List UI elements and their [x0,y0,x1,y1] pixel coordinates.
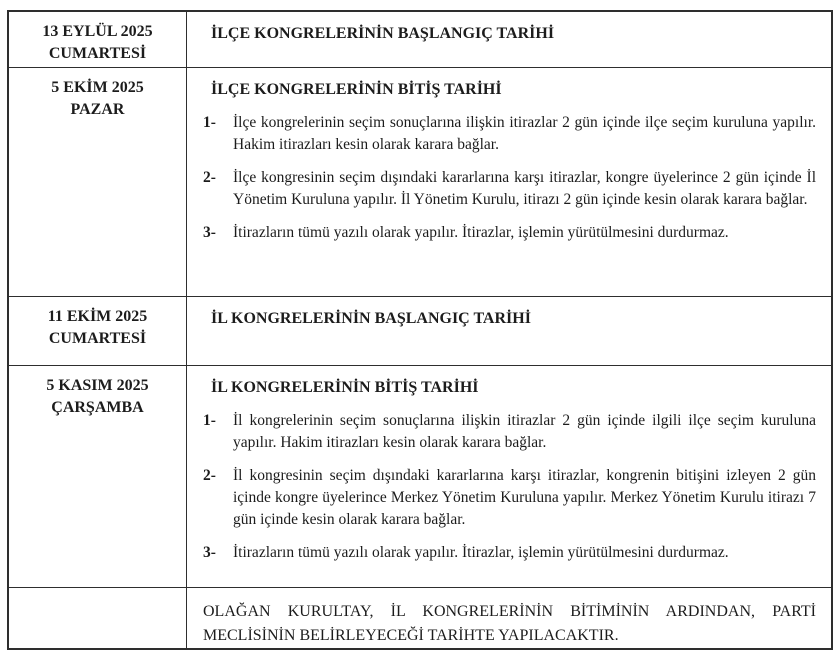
table-row-kurultay [9,588,831,648]
date-cell [9,366,187,587]
item-text: İl kongrelerinin seçim sonuçlarına ilişkin itirazlar 2 gün içinde ilgili ilçe seçim kuruluna yapılır. Hakim itirazları kesin olarak karara bağlar. [233,412,816,451]
content-cell [187,68,831,296]
date-text: 13 EYLÜL 2025 [42,23,153,40]
section-title: İLÇE KONGRELERİNİN BİTİŞ TARİHİ [211,81,502,98]
day-text: CUMARTESİ [48,45,147,62]
section-title: İL KONGRELERİNİN BAŞLANGIÇ TARİHİ [211,310,531,327]
date-cell [9,297,187,365]
list-item [203,167,816,211]
kurultay-note: OLAĞAN KURULTAY, İL KONGRELERİNİN BİTİMİNİN ARDINDAN, PARTİ MECLİSİNİN BELİRLEYECEĞİ TARİHTE YAPILACAKTIR. [203,603,816,644]
content-cell [187,12,831,67]
content-cell [187,297,831,365]
item-text: İl kongresinin seçim dışındaki kararlarına karşı itirazlar, kongrenin bitişini izleyen 2 gün içinde kongre üyelerince Merkez Yönetim Kuruluna yapılır. Merkez Yönetim Kurulu itirazı 7 gün içinde kesin olarak karara bağlar. [233,467,816,528]
date-cell [9,68,187,296]
table-row-il-baslangic [9,297,831,366]
list-item [203,222,816,244]
item-number: 1- [203,412,216,429]
item-number: 2- [203,467,216,484]
table-row-il-bitis [9,366,831,588]
congress-schedule-table [7,10,833,650]
content-cell [187,588,831,648]
day-text: PAZAR [70,101,125,118]
item-text: İlçe kongrelerinin seçim sonuçlarına ilişkin itirazlar 2 gün içinde ilçe seçim kuruluna yapılır. Hakim itirazları kesin olarak karara bağlar. [233,114,816,153]
list-item [203,542,816,564]
item-text: İtirazların tümü yazılı olarak yapılır. İtirazlar, işlemin yürütülmesini durdurmaz. [233,224,729,241]
item-text: İtirazların tümü yazılı olarak yapılır. İtirazlar, işlemin yürütülmesini durdurmaz. [233,544,729,561]
list-item [203,410,816,454]
list-item [203,465,816,531]
item-number: 2- [203,169,216,186]
item-number: 3- [203,224,216,241]
item-number: 1- [203,114,216,131]
section-title: İL KONGRELERİNİN BİTİŞ TARİHİ [211,379,479,396]
date-cell-empty [9,588,187,648]
item-text: İlçe kongresinin seçim dışındaki kararlarına karşı itirazlar, kongre üyelerince 2 gün içinde İl Yönetim Kuruluna yapılır. İl Yönetim Kurulu, itirazı 2 gün içinde kesin olarak karara bağlar. [233,169,816,208]
table-row-ilce-baslangic [9,12,831,68]
content-cell [187,366,831,587]
section-title: İLÇE KONGRELERİNİN BAŞLANGIÇ TARİHİ [211,25,555,42]
day-text: CUMARTESİ [48,330,147,347]
date-text: 11 EKİM 2025 [47,308,148,325]
date-cell [9,12,187,67]
list-item [203,112,816,156]
date-text: 5 EKİM 2025 [51,79,144,96]
date-text: 5 KASIM 2025 [46,377,149,394]
item-number: 3- [203,544,216,561]
day-text: ÇARŞAMBA [51,399,144,416]
table-row-ilce-bitis [9,68,831,297]
